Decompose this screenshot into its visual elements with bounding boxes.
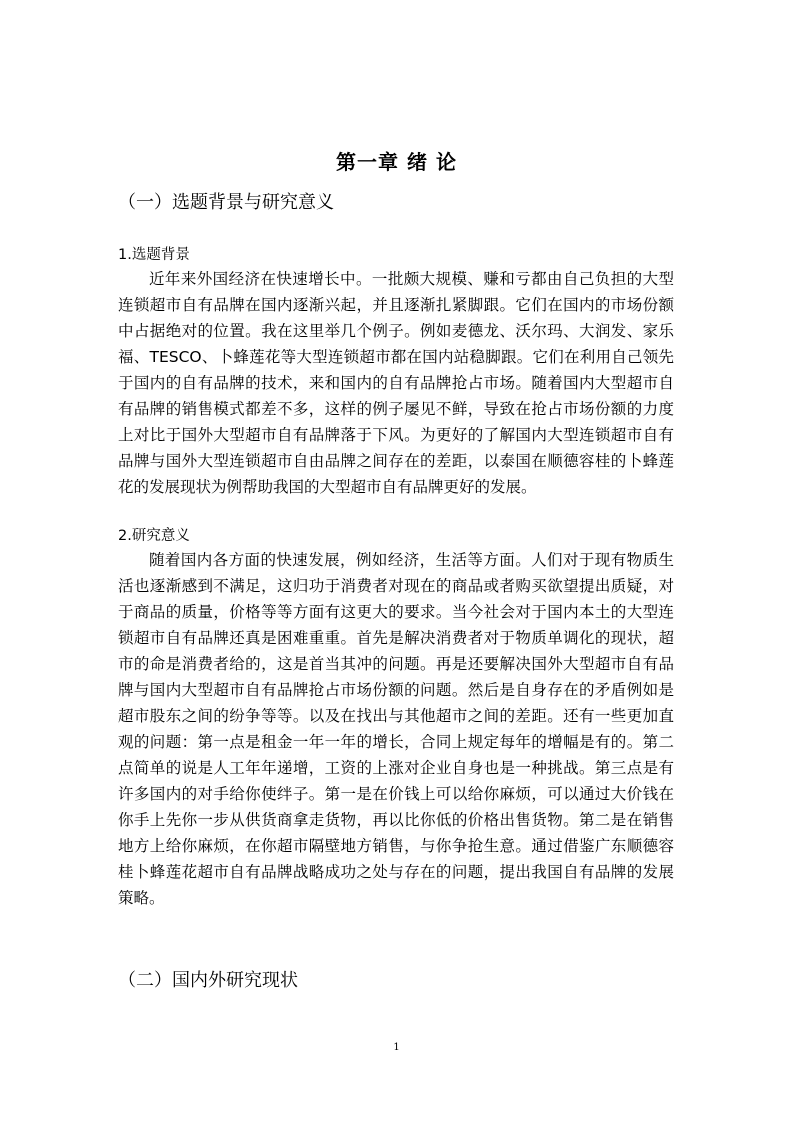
paragraph-line: 近年来外国经济在快速增长中。一批颇大规模、赚和亏都由自己负担的大型 (149, 270, 674, 288)
page-number: 1 (393, 1042, 400, 1053)
paragraph-line: 锁超市自有品牌还真是困难重重。首先是解决消费者对于物质单调化的现状，超 (118, 629, 674, 647)
paragraph-line: 桂卜蜂莲花超市自有品牌战略成功之处与存在的问题，提出我国自有品牌的发展 (118, 863, 674, 881)
sub-heading-significance: 2.研究意义 (118, 528, 190, 544)
chapter-title: 第一章 绪 论 (336, 150, 457, 174)
paragraph-line: 点简单的说是人工年年递增，工资的上涨对企业自身也是一种挑战。第三点是有 (118, 759, 674, 777)
paragraph-line: 市的命是消费者给的，这是首当其冲的问题。再是还要解决国外大型超市自有品 (118, 655, 674, 673)
paragraph-line: 福、TESCO、卜蜂莲花等大型连锁超市都在国内站稳脚跟。它们在利用自己领先 (118, 348, 674, 366)
paragraph-line: 你手上先你一步从供货商拿走货物，再以比你低的价格出售货物。第二是在销售 (118, 811, 674, 829)
paragraph-line: 有品牌的销售模式都差不多，这样的例子屡见不鲜，导致在抢占市场份额的力度 (118, 400, 674, 418)
paragraph-significance (118, 547, 674, 911)
paragraph-line: 超市股东之间的纷争等等。以及在找出与其他超市之间的差距。还有一些更加直 (118, 707, 674, 725)
paragraph-background (118, 266, 674, 500)
paragraph-line: 地方上给你麻烦，在你超市隔壁地方销售，与你争抢生意。通过借鉴广东顺德容 (118, 837, 674, 855)
paragraph-line: 活也逐渐感到不满足，这归功于消费者对现在的商品或者购买欲望提出质疑，对 (118, 577, 674, 595)
paragraph-line: 牌与国内大型超市自有品牌抢占市场份额的问题。然后是自身存在的矛盾例如是 (118, 681, 674, 699)
paragraph-line: 中占据绝对的位置。我在这里举几个例子。例如麦德龙、沃尔玛、大润发、家乐 (118, 322, 674, 340)
paragraph-line: 策略。 (118, 889, 165, 907)
paragraph-line: 随着国内各方面的快速发展，例如经济，生活等方面。人们对于现有物质生 (149, 551, 674, 569)
paragraph-line: 品牌与国外大型连锁超市自由品牌之间存在的差距，以泰国在顺德容桂的卜蜂莲 (118, 452, 674, 470)
paragraph-line: 于商品的质量，价格等等方面有这更大的要求。当今社会对于国内本土的大型连 (118, 603, 674, 621)
paragraph-line: 于国内的自有品牌的技术，来和国内的自有品牌抢占市场。随着国内大型超市自 (118, 374, 674, 392)
paragraph-line: 观的问题：第一点是租金一年一年的增长，合同上规定每年的增幅是有的。第二 (118, 733, 674, 751)
paragraph-line: 许多国内的对手给你使绊子。第一是在价钱上可以给你麻烦，可以通过大价钱在 (118, 785, 674, 803)
section-heading-research-status: （二）国内外研究现状 (118, 970, 298, 991)
paragraph-line: 花的发展现状为例帮助我国的大型超市自有品牌更好的发展。 (118, 478, 537, 496)
sub-heading-background: 1.选题背景 (118, 247, 190, 263)
paragraph-line: 连锁超市自有品牌在国内逐渐兴起，并且逐渐扎紧脚跟。它们在国内的市场份额 (118, 296, 674, 314)
paragraph-line: 上对比于国外大型超市自有品牌落于下风。为更好的了解国内大型连锁超市自有 (118, 426, 674, 444)
section-heading-background: （一）选题背景与研究意义 (118, 192, 334, 213)
